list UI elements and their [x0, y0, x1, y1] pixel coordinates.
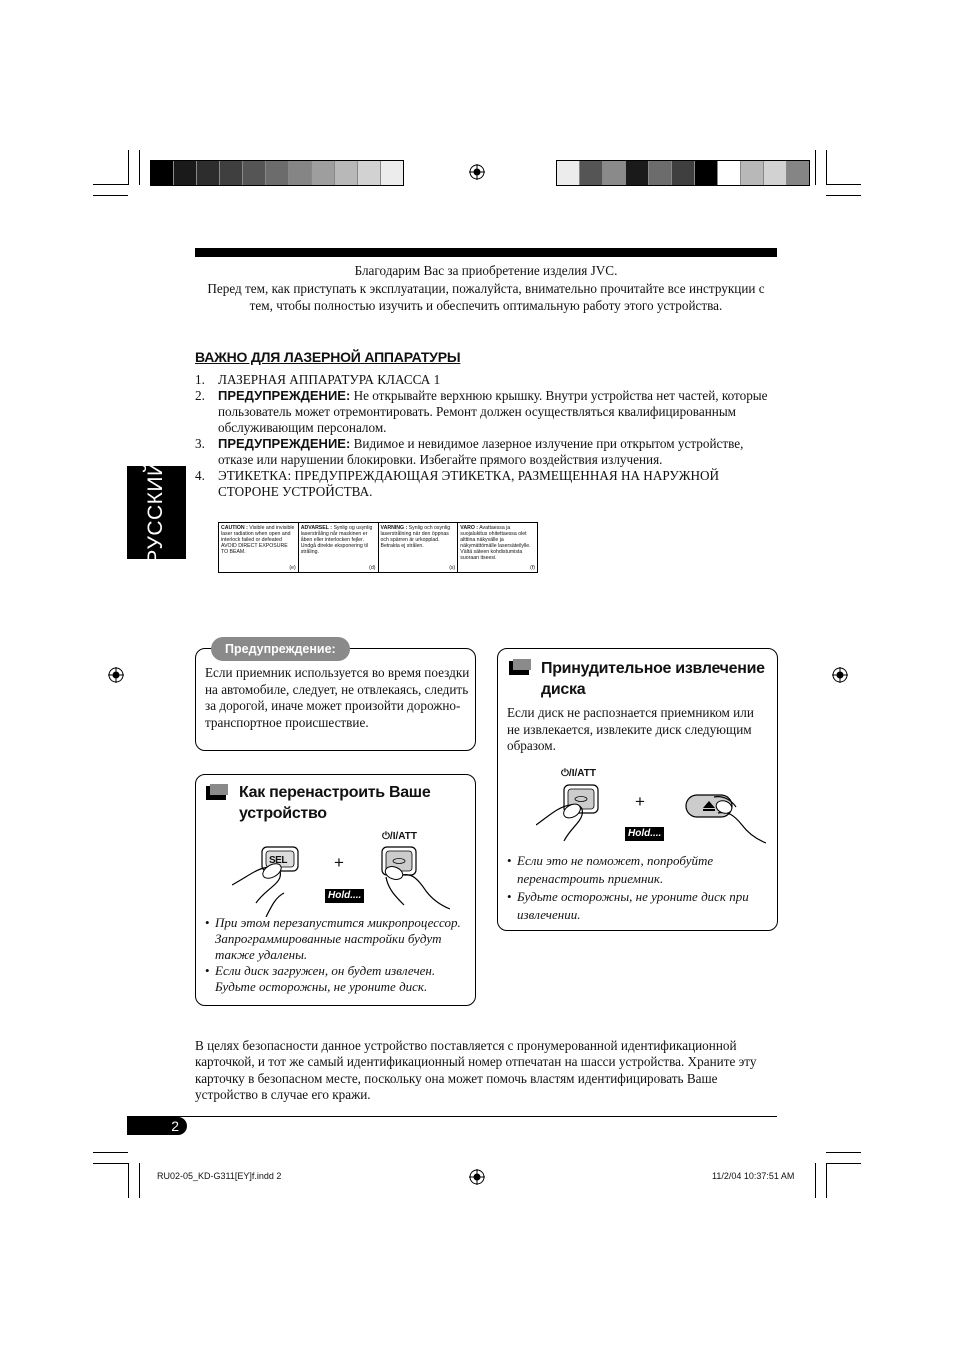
label-cell — [219, 523, 299, 572]
color-swatch — [718, 161, 741, 185]
color-bar-left — [150, 160, 404, 186]
power-button-label: ⏻/I/ATT — [382, 831, 417, 842]
eject-box — [497, 648, 778, 931]
eject-text: Если диск не распознается приемником или не извлекается, извлеките диск следующим образом. — [507, 705, 754, 753]
eject-notes — [507, 852, 769, 924]
color-swatch — [603, 161, 626, 185]
label-cell-text: Visible and invisible laser radiation when open and interlock failed or defeated AVOID DIRECT EXPOSURE TO BEAM. — [221, 525, 295, 556]
label-cell-code: (e) — [289, 564, 296, 571]
list-item-keyword: ПРЕДУПРЕЖДЕНИЕ: — [218, 436, 351, 451]
warning-box — [195, 648, 476, 751]
color-swatch — [220, 161, 243, 185]
laser-list — [195, 372, 775, 500]
list-item-number: 4. — [195, 468, 205, 483]
warning-text: Если приемник используется во время поездки на автомобиле, следует, не отвлекаясь, следить за дорогой, иначе может произойти дорожно-транспортное происшествие. — [205, 665, 470, 730]
label-cell-text: Synlig och osynlig laserstrålning när den öppnas och spärren är urkopplad. Betrakta ej strålen. — [380, 525, 451, 550]
hold-badge: Hold.... — [325, 889, 364, 903]
label-cell-text: Avattaessa ja suojalukitus ohitettaessa olet alttiina näkyvälle ja näkymättömälle lasersäteilylle. Vältä säteen kohdistumista suoraan itseesi. — [460, 525, 531, 562]
footer-file: RU02-05_KD-G311[EY]f.indd 2 — [157, 1171, 282, 1181]
power-button-press-icon — [536, 781, 602, 841]
color-swatch — [197, 161, 220, 185]
color-swatch — [151, 161, 174, 185]
hold-badge: Hold.... — [625, 827, 664, 841]
color-swatch — [243, 161, 266, 185]
intro-instructions: Перед тем, как приступать к эксплуатации, пожалуйста, внимательно прочитайте все инструкции с тем, чтобы полностью изучить и обеспечить оптимальную работу этого устройства. — [207, 280, 765, 313]
list-item — [195, 468, 775, 500]
color-swatch — [266, 161, 289, 185]
list-item-number: 3. — [195, 436, 205, 451]
color-swatch — [741, 161, 764, 185]
warning-label-table — [218, 522, 538, 573]
list-item — [195, 436, 775, 468]
color-swatch — [312, 161, 335, 185]
section-icon — [206, 784, 228, 800]
reset-box — [195, 774, 476, 1006]
color-swatch — [649, 161, 672, 185]
eject-title: Принудительное извлечение диска — [541, 660, 765, 698]
label-cell-head: VARO : — [460, 525, 479, 531]
footer-rule — [127, 1116, 777, 1117]
color-swatch — [174, 161, 197, 185]
list-item — [195, 388, 775, 436]
language-tab-label: РУССКИЙ — [144, 460, 167, 564]
registration-mark-icon — [832, 667, 848, 683]
eject-button-press-icon — [684, 791, 766, 847]
label-cell-code: (s) — [449, 564, 456, 571]
color-swatch — [335, 161, 358, 185]
label-cell-code: (f) — [530, 564, 535, 571]
list-item: • При этом перезапустится микропроцессор. Запрограммированные настройки будут также удалены. — [205, 915, 467, 963]
laser-heading: ВАЖНО ДЛЯ ЛАЗЕРНОЙ АППАРАТУРЫ — [195, 349, 461, 365]
reset-notes — [205, 915, 467, 995]
list-item: • Если это не поможет, попробуйте перенастроить приемник. — [507, 852, 769, 888]
list-item-keyword: ПРЕДУПРЕЖДЕНИЕ: — [218, 388, 351, 403]
list-item: • Если диск загружен, он будет извлечен. Будьте осторожны, не уроните диск. — [205, 963, 467, 995]
label-cell-head: CAUTION : — [221, 525, 248, 531]
footer-date: 11/2/04 10:37:51 AM — [712, 1171, 795, 1181]
intro-thanks: Благодарим Вас за приобретение изделия JVC. — [354, 263, 618, 278]
page-number: 2 — [127, 1117, 187, 1135]
label-cell-text: Synlig og usynlig laserstråling når maskinen er åben eller interlocken fejler. Undgå direkte eksponering til stråling. — [300, 525, 373, 556]
color-swatch — [381, 161, 403, 185]
header-rule — [195, 248, 777, 257]
color-swatch — [764, 161, 787, 185]
registration-mark-icon — [469, 1169, 485, 1185]
plus-sign: + — [635, 792, 645, 811]
list-item: • Будьте осторожны, не уроните диск при извлечении. — [507, 888, 769, 924]
label-cell-head: ADVARSEL : — [300, 525, 332, 531]
color-bar-right — [556, 160, 810, 186]
security-card-text: В целях безопасности данное устройство поставляется с пронумерованной идентификационной карточкой, и тот же самый идентификационный номер отпечатан на шасси устройства. Храните эту карточку в безопасном месте, поскольку она может помочь властям идентифицировать Ваше устройство в случае его кражи. — [195, 1038, 757, 1102]
label-cell-head: VARNING : — [380, 525, 408, 531]
color-swatch — [580, 161, 603, 185]
label-cell — [379, 523, 459, 572]
language-tab — [127, 460, 186, 564]
list-item-text: ЛАЗЕРНАЯ АППАРАТУРА КЛАССА 1 — [218, 372, 441, 387]
power-button-label: ⏻/I/ATT — [561, 768, 596, 779]
label-cell — [458, 523, 537, 572]
registration-mark-icon — [108, 667, 124, 683]
list-item-text: Видимое и невидимое лазерное излучение при открытом устройстве, отказе или нарушении блокировки. Избегайте прямого воздействия излучения. — [218, 436, 744, 467]
registration-mark-icon — [469, 164, 485, 180]
list-item-text: Не открывайте верхнюю крышку. Внутри устройства нет частей, которые пользователь может отремонтировать. Ремонт должен осуществляться квалифицированным обслуживающим персоналом. — [218, 388, 768, 435]
power-button-press-icon — [374, 845, 450, 917]
list-item-number: 1. — [195, 372, 205, 387]
color-swatch — [557, 161, 580, 185]
label-cell-code: (d) — [369, 564, 376, 571]
color-swatch — [672, 161, 695, 185]
label-cell — [299, 523, 379, 572]
color-swatch — [787, 161, 809, 185]
color-swatch — [289, 161, 312, 185]
sel-button-press-icon — [232, 845, 302, 917]
reset-title: Как перенастроить Ваше устройство — [239, 784, 431, 822]
color-swatch — [695, 161, 718, 185]
color-swatch — [358, 161, 381, 185]
list-item-text: ЭТИКЕТКА: ПРЕДУПРЕЖДАЮЩАЯ ЭТИКЕТКА, РАЗМЕЩЕННАЯ НА НАРУЖНОЙ СТОРОНЕ УСТРОЙСТВА. — [218, 468, 720, 499]
section-icon — [509, 659, 531, 675]
intro-text — [195, 262, 777, 315]
list-item — [195, 372, 775, 388]
list-item-number: 2. — [195, 388, 205, 403]
sel-button-label: SEL — [269, 855, 287, 866]
color-swatch — [626, 161, 649, 185]
plus-sign: + — [334, 853, 344, 872]
warning-pill: Предупреждение: — [211, 637, 350, 661]
